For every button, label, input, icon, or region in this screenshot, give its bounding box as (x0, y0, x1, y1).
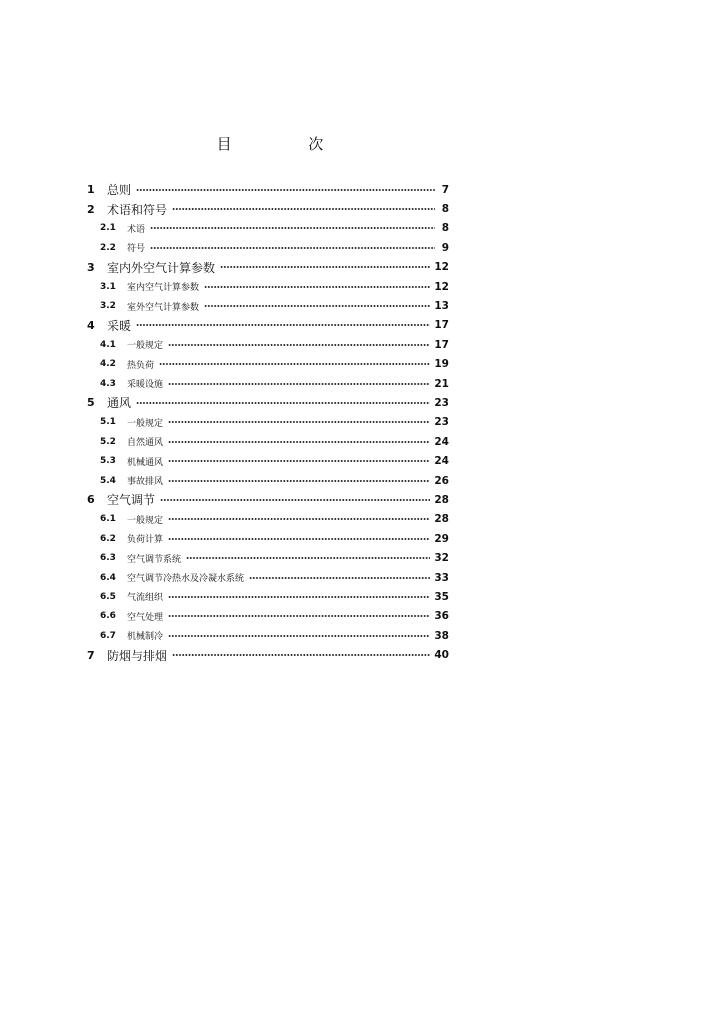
toc-entry-page-number: 12 (434, 261, 449, 274)
toc-entry-title: 通风 (107, 396, 132, 411)
toc-entry-page-number: 8 (441, 222, 449, 235)
toc-section-entry[interactable] (87, 432, 449, 451)
dot-leader (172, 652, 430, 658)
toc-section-entry[interactable] (87, 607, 449, 626)
toc-entry-number: 6.4 (100, 572, 116, 583)
toc-section-entry[interactable] (87, 510, 449, 529)
toc-entry-number: 6.1 (100, 514, 116, 525)
toc-section-entry[interactable] (87, 413, 449, 432)
dot-leader (136, 400, 430, 406)
dot-leader (168, 419, 430, 425)
toc-entry-title: 一般规定 (127, 515, 164, 526)
toc-entry-number: 5.3 (100, 456, 116, 467)
toc-entry-title: 空气调节冷热水及冷凝水系统 (127, 574, 245, 584)
toc-entry-page-number: 28 (434, 493, 449, 506)
toc-entry-title: 术语 (127, 224, 146, 235)
toc-chapter-entry[interactable] (87, 645, 449, 664)
toc-entry-title: 采暖设施 (127, 380, 164, 391)
toc-entry-title: 一般规定 (127, 341, 164, 352)
dot-leader (168, 439, 430, 445)
toc-entry-number: 4.2 (100, 359, 116, 370)
toc-section-entry[interactable] (87, 568, 449, 587)
toc-chapter-entry[interactable] (87, 393, 449, 412)
dot-leader (168, 342, 430, 348)
toc-entry-page-number: 13 (434, 300, 449, 313)
toc-entry-number: 4.3 (100, 378, 116, 389)
toc-entry-page-number: 35 (434, 590, 449, 603)
toc-entry-title: 机械制冷 (127, 632, 164, 643)
toc-entry-title: 一般规定 (127, 418, 164, 429)
toc-entry-title: 防烟与排烟 (107, 648, 168, 663)
dot-leader (168, 613, 430, 619)
toc-chapter-entry[interactable] (87, 180, 449, 199)
toc-entry-number: 3 (87, 260, 95, 274)
toc-entry-page-number: 29 (434, 532, 449, 545)
dot-leader (172, 206, 435, 212)
toc-entry-number: 5 (87, 396, 95, 410)
toc-entry-number: 4.1 (100, 339, 116, 350)
toc-entry-title: 术语和符号 (107, 202, 168, 217)
toc-entry-page-number: 9 (441, 241, 449, 254)
toc-entry-number: 6.3 (100, 553, 116, 564)
toc-entry-number: 3.2 (100, 301, 116, 312)
toc-section-entry[interactable] (87, 529, 449, 548)
dot-leader (249, 575, 430, 581)
toc-entry-page-number: 23 (434, 396, 449, 409)
dot-leader (168, 516, 430, 522)
table-of-contents (87, 180, 449, 665)
toc-entry-page-number: 24 (434, 455, 449, 468)
toc-entry-number: 6.5 (100, 591, 116, 602)
toc-entry-title: 事故排风 (127, 477, 164, 488)
toc-section-entry[interactable] (87, 548, 449, 567)
toc-entry-page-number: 19 (434, 358, 449, 371)
toc-entry-page-number: 33 (434, 571, 449, 584)
toc-entry-page-number: 17 (434, 319, 449, 332)
toc-entry-page-number: 23 (434, 416, 449, 429)
toc-section-entry[interactable] (87, 335, 449, 354)
toc-entry-page-number: 40 (434, 649, 449, 662)
dot-leader (136, 187, 435, 193)
dot-leader (168, 594, 430, 600)
toc-entry-title: 总则 (107, 183, 132, 198)
dot-leader (159, 361, 430, 367)
toc-entry-title: 热负荷 (127, 360, 155, 371)
toc-entry-page-number: 38 (434, 629, 449, 642)
toc-entry-number: 2 (87, 202, 95, 216)
dot-leader (168, 633, 430, 639)
toc-entry-number: 2.1 (100, 223, 116, 234)
toc-entry-number: 5.4 (100, 475, 116, 486)
dot-leader (168, 458, 430, 464)
dot-leader (168, 536, 430, 542)
dot-leader (204, 303, 430, 309)
toc-entry-title: 室外空气计算参数 (127, 302, 200, 313)
toc-entry-number: 1 (87, 183, 95, 197)
toc-entry-page-number: 17 (434, 338, 449, 351)
dot-leader (150, 225, 435, 231)
toc-entry-number: 3.1 (100, 281, 116, 292)
toc-section-entry[interactable] (87, 296, 449, 315)
dot-leader (136, 322, 430, 328)
dot-leader (168, 478, 430, 484)
toc-section-entry[interactable] (87, 219, 449, 238)
toc-entry-page-number: 8 (441, 203, 449, 216)
toc-entry-page-number: 12 (434, 280, 449, 293)
toc-entry-title: 空气调节系统 (127, 554, 182, 565)
toc-entry-title: 负荷计算 (127, 535, 164, 546)
dot-leader (160, 497, 430, 503)
dot-leader (168, 381, 430, 387)
toc-section-entry[interactable] (87, 587, 449, 606)
toc-section-entry[interactable] (87, 238, 449, 257)
toc-entry-number: 2.2 (100, 242, 116, 253)
toc-entry-title: 空气调节 (107, 493, 156, 508)
dot-leader (150, 245, 435, 251)
toc-entry-title: 符号 (127, 244, 146, 255)
toc-entry-number: 6 (87, 493, 95, 507)
toc-section-entry[interactable] (87, 451, 449, 470)
toc-chapter-entry[interactable] (87, 199, 449, 218)
toc-entry-page-number: 7 (441, 183, 449, 196)
toc-entry-title: 机械通风 (127, 457, 164, 468)
toc-section-entry[interactable] (87, 355, 449, 374)
toc-section-entry[interactable] (87, 626, 449, 645)
toc-section-entry[interactable] (87, 374, 449, 393)
toc-entry-title: 自然通风 (127, 438, 164, 449)
toc-entry-number: 6.2 (100, 533, 116, 544)
toc-entry-number: 5.1 (100, 417, 116, 428)
toc-entry-page-number: 32 (434, 552, 449, 565)
toc-entry-title: 室内空气计算参数 (127, 283, 200, 294)
toc-entry-page-number: 28 (434, 513, 449, 526)
toc-entry-title: 室内外空气计算参数 (107, 260, 216, 275)
toc-entry-title: 采暖 (107, 318, 132, 333)
toc-entry-page-number: 24 (434, 435, 449, 448)
toc-section-entry[interactable] (87, 471, 449, 490)
toc-entry-title: 气流组织 (127, 593, 164, 604)
toc-entry-number: 6.6 (100, 611, 116, 622)
toc-entry-page-number: 21 (434, 377, 449, 390)
toc-entry-number: 4 (87, 318, 95, 332)
page-title: 目 次 (216, 135, 360, 153)
toc-chapter-entry[interactable] (87, 258, 449, 277)
toc-entry-title: 空气处理 (127, 612, 164, 623)
toc-entry-number: 5.2 (100, 436, 116, 447)
dot-leader (204, 284, 430, 290)
toc-entry-page-number: 36 (434, 610, 449, 623)
toc-entry-number: 6.7 (100, 630, 116, 641)
toc-entry-number: 7 (87, 648, 95, 662)
toc-chapter-entry[interactable] (87, 316, 449, 335)
toc-chapter-entry[interactable] (87, 490, 449, 509)
toc-entry-page-number: 26 (434, 474, 449, 487)
dot-leader (220, 264, 430, 270)
toc-section-entry[interactable] (87, 277, 449, 296)
dot-leader (186, 555, 430, 561)
